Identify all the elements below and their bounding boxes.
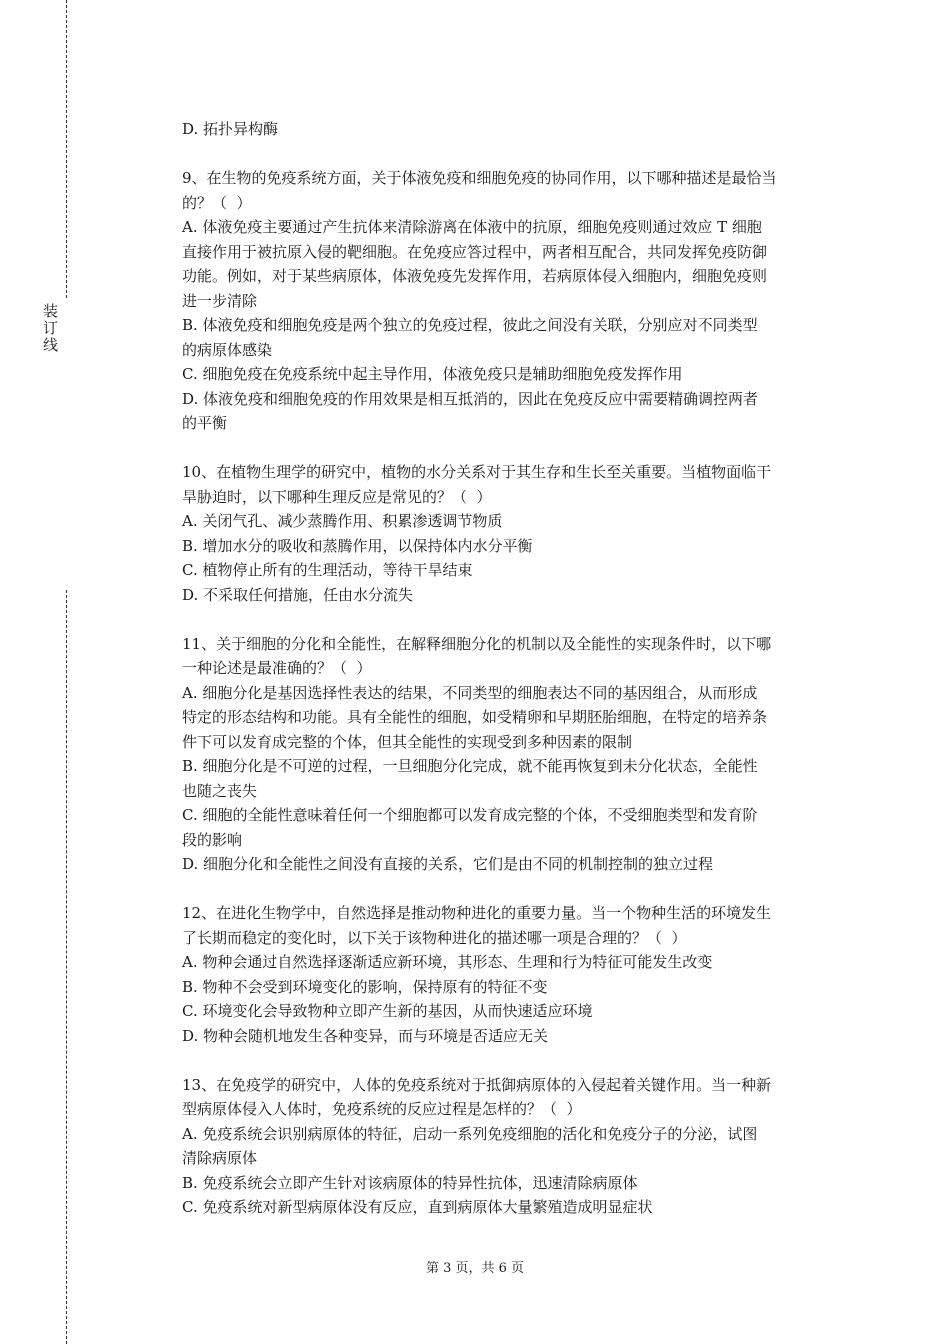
question-stem-line: 一种论述是最准确的？（ ） [182,659,372,677]
option-line: C. 免疫系统对新型病原体没有反应，直到病原体大量繁殖造成明显症状 [182,1198,653,1216]
option-line: A. 体液免疫主要通过产生抗体来清除游离在体液中的抗原，细胞免疫则通过效应 T 细胞 [182,218,762,236]
question-10 [182,460,842,607]
option-line: B. 增加水分的吸收和蒸腾作用，以保持体内水分平衡 [182,536,533,555]
option-line: B. 物种不会受到环境变化的影响，保持原有的特征不变 [182,977,548,996]
question-8-tail [182,117,842,142]
question-stem-line: 型病原体侵入人体时，免疫系统的反应过程是怎样的？（ ） [182,1100,582,1118]
question-gap [182,877,842,902]
question-gap [182,607,842,632]
question-stem-line: 旱胁迫时，以下哪种生理反应是常见的？（ ） [182,487,492,506]
binding-line-bottom [66,590,67,1344]
question-stem-line: 了长期而稳定的变化时，以下关于该物种进化的描述哪一项是合理的？（ ） [182,928,687,947]
option-line: 也随之丧失 [182,781,258,800]
question-gap [182,436,842,461]
question-9 [182,166,842,436]
option-line: 段的影响 [182,830,243,849]
question-stem-line: 12、在进化生物学中，自然选择是推动物种进化的重要力量。当一个物种生活的环境发生 [182,904,772,922]
option-line: B. 细胞分化是不可逆的过程，一旦细胞分化完成，就不能再恢复到未分化状态，全能性 [182,757,758,775]
question-11 [182,632,842,877]
option-line: 件下可以发育成完整的个体，但其全能性的实现受到多种因素的限制 [182,732,633,751]
question-gap [182,1048,842,1073]
option-line: 直接作用于被抗原入侵的靶细胞。在免疫应答过程中，两者相互配合，共同发挥免疫防御 [182,242,768,261]
option-line: 进一步清除 [182,291,258,310]
option-line: C. 植物停止所有的生理活动，等待干旱结束 [182,561,473,579]
binding-line-top [66,0,67,298]
option-line: D. 体液免疫和细胞免疫的作用效果是相互抵消的，因此在免疫反应中需要精确调控两者 [182,389,759,408]
option-line: D. 物种会随机地发生各种变异，而与环境是否适应无关 [182,1026,549,1045]
option-line: A. 细胞分化是基因选择性表达的结果，不同类型的细胞表达不同的基因组合，从而形成 [182,683,758,702]
option-line: C. 环境变化会导致物种立即产生新的基因，从而快速适应环境 [182,1002,593,1020]
option-line: A. 免疫系统会识别病原体的特征，启动一系列免疫细胞的活化和免疫分子的分泌，试图 [182,1124,758,1143]
option-line: A. 物种会通过自然选择逐渐适应新环境，其形态、生理和行为特征可能发生改变 [182,953,713,971]
option-line: D. 细胞分化和全能性之间没有直接的关系，它们是由不同的机制控制的独立过程 [182,855,714,873]
option-line: 功能。例如，对于某些病原体，体液免疫先发挥作用，若病原体侵入细胞内，细胞免疫则 [182,267,768,285]
question-stem-line: 13、在免疫学的研究中，人体的免疫系统对于抵御病原体的入侵起着关键作用。当一种新 [182,1075,772,1094]
question-stem-line: 的？（ ） [182,193,252,212]
question-stem-line: 9、在生物的免疫系统方面，关于体液免疫和细胞免疫的协同作用，以下哪种描述是最恰当 [182,169,777,187]
option-line: B. 体液免疫和细胞免疫是两个独立的免疫过程，彼此之间没有关联，分别应对不同类型 [182,316,758,334]
option-line: C. 细胞的全能性意味着任何一个细胞都可以发育成完整的个体，不受细胞类型和发育阶 [182,806,758,824]
question-13 [182,1073,842,1220]
page-number: 第 3 页，共 6 页 [425,1261,525,1276]
option-line: D. 拓扑异构酶 [182,120,279,138]
option-line: 清除病原体 [182,1149,258,1167]
question-gap [182,142,842,167]
page-content [182,117,842,1220]
option-line: C. 细胞免疫在免疫系统中起主导作用，体液免疫只是辅助细胞免疫发挥作用 [182,365,683,383]
question-stem-line: 10、在植物生理学的研究中，植物的水分关系对于其生存和生长至关重要。当植物面临干 [182,463,772,481]
option-line: 特定的形态结构和功能。具有全能性的细胞，如受精卵和早期胚胎细胞，在特定的培养条 [182,708,768,726]
option-line: 的平衡 [182,414,228,432]
option-line: B. 免疫系统会立即产生针对该病原体的特异性抗体，迅速清除病原体 [182,1173,638,1192]
question-stem-line: 11、关于细胞的分化和全能性，在解释细胞分化的机制以及全能性的实现条件时，以下哪 [182,634,772,653]
option-line: D. 不采取任何措施，任由水分流失 [182,585,414,604]
option-line: A. 关闭气孔、减少蒸腾作用、积累渗透调节物质 [182,512,503,530]
binding-label: 装订线 [41,303,59,354]
option-line: 的病原体感染 [182,340,273,359]
question-12 [182,901,842,1048]
